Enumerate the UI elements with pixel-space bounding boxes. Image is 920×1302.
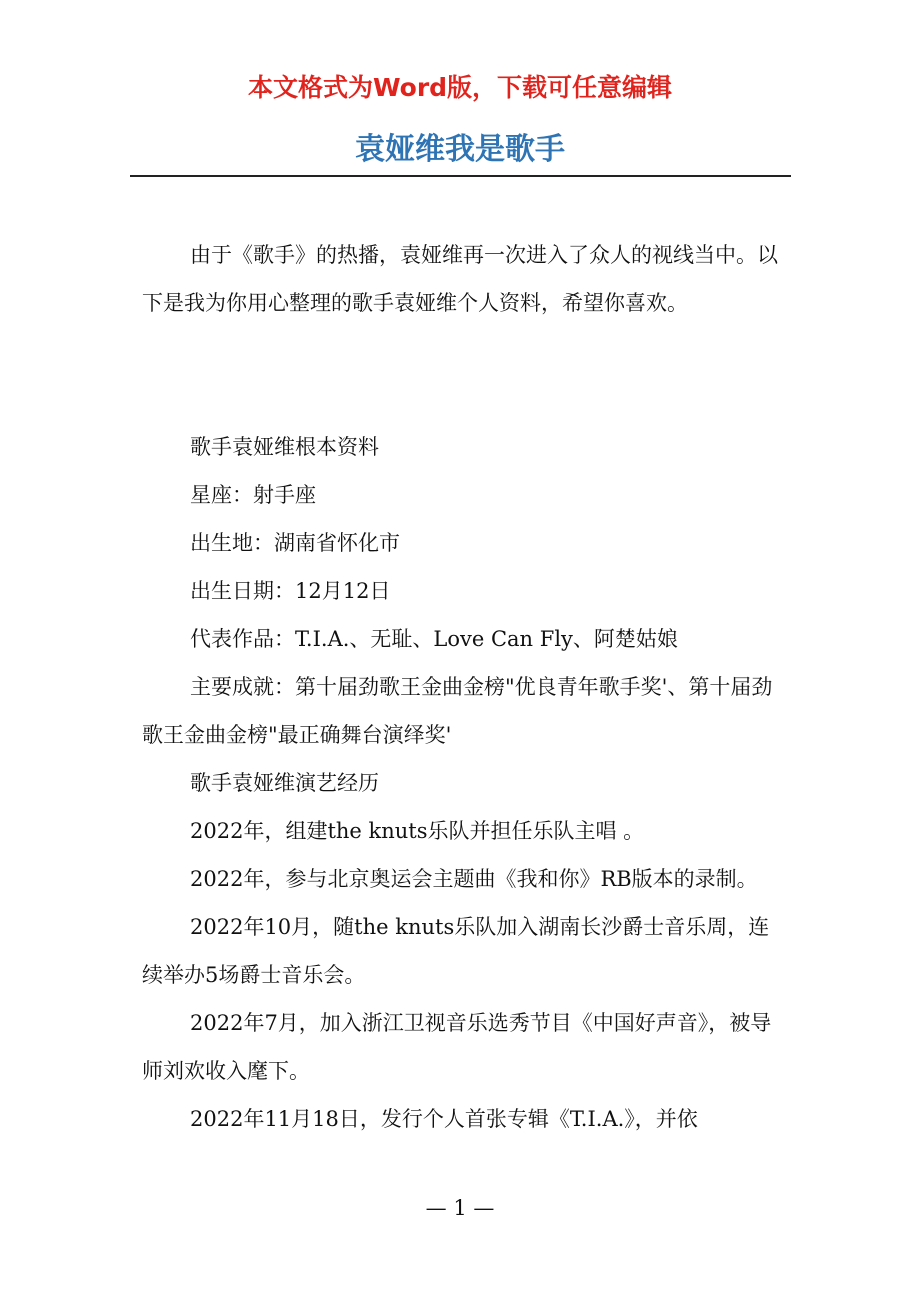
career-item: 2022年，参与北京奥运会主题曲《我和你》RB版本的录制。 [190, 867, 758, 891]
section-heading-career: 歌手袁娅维演艺经历 [190, 771, 379, 795]
info-birthday: 出生日期：12月12日 [190, 579, 391, 603]
title-divider [130, 175, 791, 177]
info-birthplace: 出生地：湖南省怀化市 [190, 531, 400, 555]
career-item: 2022年7月，加入浙江卫视音乐选秀节目《中国好声音》，被导师刘欢收入麾下。 [142, 1011, 772, 1083]
format-notice: 本文格式为Word版，下载可任意编辑 [247, 73, 673, 102]
info-zodiac: 星座：射手座 [190, 483, 316, 507]
document-body [142, 231, 782, 1143]
info-works: 代表作品：T.I.A.、无耻、Love Can Fly、阿楚姑娘 [190, 627, 678, 651]
career-item: 2022年10月，随the knuts乐队加入湖南长沙爵士音乐周，连续举办5场爵士音乐会。 [142, 915, 770, 987]
page-number: — 1 — [425, 1196, 495, 1220]
info-achievements: 主要成就：第十届劲歌王金曲金榜"优良青年歌手奖'、第十届劲歌王金曲金榜"最正确舞台演绎奖' [142, 675, 773, 747]
career-item: 2022年11月18日，发行个人首张专辑《T.I.A.》，并依 [190, 1107, 698, 1131]
career-item: 2022年，组建the knuts乐队并担任乐队主唱 。 [190, 819, 645, 843]
section-heading-basic-info: 歌手袁娅维根本资料 [190, 435, 379, 459]
document-title: 袁娅维我是歌手 [355, 132, 565, 167]
intro-paragraph: 由于《歌手》的热播，袁娅维再一次进入了众人的视线当中。以下是我为你用心整理的歌手袁娅维个人资料，希望你喜欢。 [142, 243, 778, 315]
paragraph-spacer [142, 327, 782, 423]
